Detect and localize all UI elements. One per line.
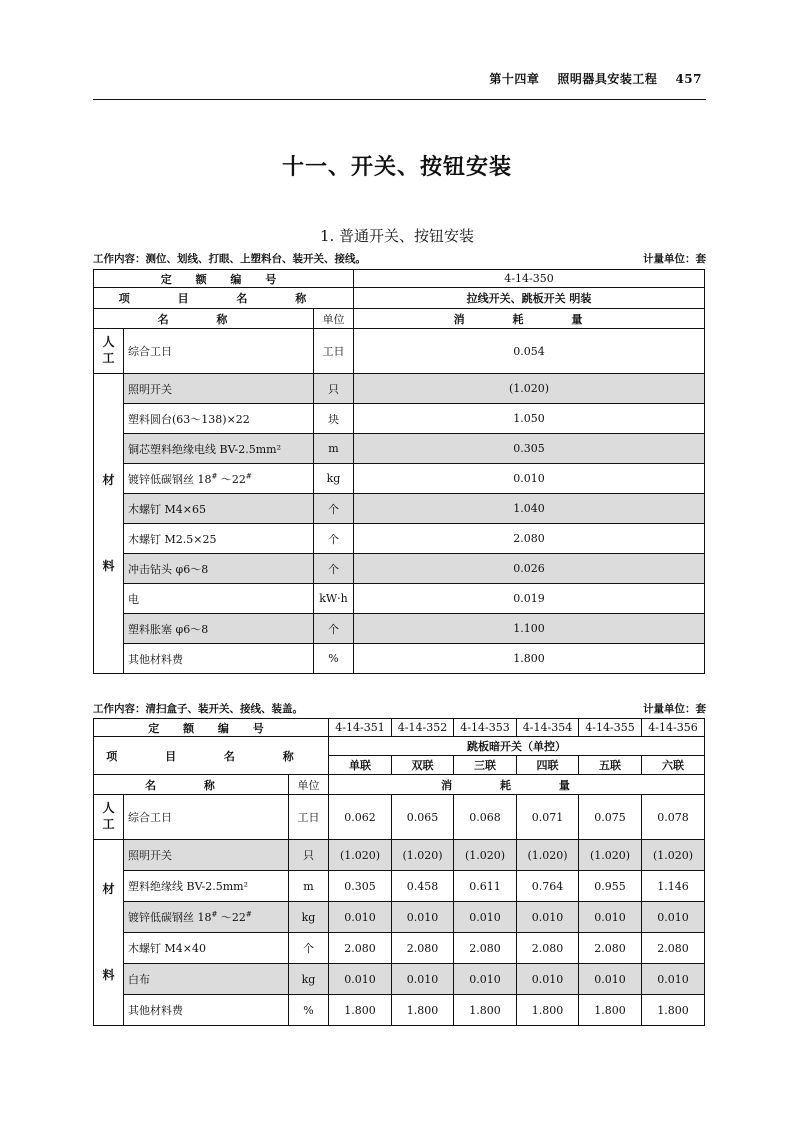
row-value: 2.080 xyxy=(579,933,642,964)
table2-quota-no: 4-14-352 xyxy=(392,719,454,737)
table1-unit: 计量单位：套 xyxy=(643,253,706,265)
table1 xyxy=(93,269,705,674)
row-value: 0.010 xyxy=(454,964,517,995)
table2-quota-no: 4-14-356 xyxy=(642,719,705,737)
table-row xyxy=(94,554,705,584)
row-value: 0.078 xyxy=(642,795,705,840)
table2-material_group-label: 材 料 xyxy=(94,840,124,1026)
row-name: 综合工日 xyxy=(124,329,314,374)
row-value: (1.020) xyxy=(517,840,579,871)
row-value: 1.800 xyxy=(517,995,579,1026)
row-value: 1.040 xyxy=(354,494,705,524)
row-value: 0.075 xyxy=(579,795,642,840)
row-value: 2.080 xyxy=(329,933,392,964)
row-name: 综合工日 xyxy=(124,795,289,840)
row-value: 0.010 xyxy=(579,964,642,995)
row-unit: 个 xyxy=(314,614,354,644)
row-unit: 个 xyxy=(314,524,354,554)
table-row xyxy=(94,614,705,644)
row-unit: kW·h xyxy=(314,584,354,614)
table1-quota-no: 4-14-350 xyxy=(354,270,705,288)
row-value: 2.080 xyxy=(642,933,705,964)
table2-quota-no: 4-14-354 xyxy=(517,719,579,737)
row-name: 木螺钉 M4×65 xyxy=(124,494,314,524)
row-value: 0.305 xyxy=(354,434,705,464)
row-value: 0.054 xyxy=(354,329,705,374)
row-unit: 个 xyxy=(289,933,329,964)
row-value: 0.062 xyxy=(329,795,392,840)
row-value: (1.020) xyxy=(329,840,392,871)
row-value: 2.080 xyxy=(454,933,517,964)
row-name: 塑料绝缘线 BV-2.5mm² xyxy=(124,871,289,902)
row-value: 0.955 xyxy=(579,871,642,902)
row-value: 0.026 xyxy=(354,554,705,584)
row-value: 1.800 xyxy=(392,995,454,1026)
table1-item-name: 拉线开关、跳板开关 明装 xyxy=(354,288,705,309)
row-value: 0.010 xyxy=(579,902,642,933)
table-row xyxy=(94,902,705,933)
table2-item-sub: 双联 xyxy=(392,756,454,775)
row-name: 冲击钻头 φ6～8 xyxy=(124,554,314,584)
row-unit: 只 xyxy=(289,840,329,871)
row-value: 0.010 xyxy=(354,464,705,494)
table1-meta xyxy=(93,251,706,267)
row-name: 照明开关 xyxy=(124,840,289,871)
table2-work-content: 工作内容：清扫盒子、装开关、接线、装盖。 xyxy=(93,703,303,715)
table-row xyxy=(94,404,705,434)
row-value: 1.800 xyxy=(642,995,705,1026)
table1-material_group-label: 材 料 xyxy=(94,374,124,674)
row-name: 铜芯塑料绝缘电线 BV-2.5mm² xyxy=(124,434,314,464)
section-title: 1. 普通开关、按钮安装 xyxy=(319,227,475,245)
row-value: 0.010 xyxy=(517,964,579,995)
table-row xyxy=(94,995,705,1026)
table2-item-sub: 四联 xyxy=(517,756,579,775)
row-value: 2.080 xyxy=(517,933,579,964)
running-header xyxy=(489,70,702,87)
table2-meta xyxy=(93,701,706,717)
table-row xyxy=(94,524,705,554)
row-name: 白布 xyxy=(124,964,289,995)
row-value: 0.065 xyxy=(392,795,454,840)
table2-col-consumption: 消 耗 量 xyxy=(329,775,705,795)
table-row xyxy=(94,434,705,464)
row-value: 2.080 xyxy=(354,524,705,554)
table-row xyxy=(94,933,705,964)
row-value: 0.305 xyxy=(329,871,392,902)
row-unit: 工日 xyxy=(289,795,329,840)
table-row xyxy=(94,964,705,995)
row-unit: % xyxy=(289,995,329,1026)
running-header-chapter: 第十四章 xyxy=(489,72,540,86)
row-name: 木螺钉 M4×40 xyxy=(124,933,289,964)
row-name: 照明开关 xyxy=(124,374,314,404)
table2-labor_group-label: 人 工 xyxy=(94,795,124,840)
row-value: 1.800 xyxy=(354,644,705,674)
row-value: 0.010 xyxy=(642,964,705,995)
table1-labor_group-label: 人 工 xyxy=(94,329,124,374)
row-value: (1.020) xyxy=(392,840,454,871)
row-name: 其他材料费 xyxy=(124,995,289,1026)
table-row xyxy=(94,584,705,614)
row-value: 0.010 xyxy=(517,902,579,933)
row-unit: m xyxy=(289,871,329,902)
row-name: 镀锌低碳钢丝 18# ～22# xyxy=(124,464,314,494)
table2-quota-no: 4-14-355 xyxy=(579,719,642,737)
row-unit: 个 xyxy=(314,494,354,524)
table1-col-consumption: 消 耗 量 xyxy=(354,309,705,329)
row-value: 0.010 xyxy=(642,902,705,933)
row-unit: kg xyxy=(289,902,329,933)
row-unit: 块 xyxy=(314,404,354,434)
row-value: 2.080 xyxy=(392,933,454,964)
table-row xyxy=(94,840,705,871)
table2-quota-no-label: 定 额 编 号 xyxy=(94,719,329,737)
page-number: 457 xyxy=(675,72,702,86)
table-row xyxy=(94,795,705,840)
row-name: 电 xyxy=(124,584,314,614)
row-value: (1.020) xyxy=(354,374,705,404)
row-name: 木螺钉 M2.5×25 xyxy=(124,524,314,554)
row-unit: m xyxy=(314,434,354,464)
row-value: 1.050 xyxy=(354,404,705,434)
row-value: 0.010 xyxy=(454,902,517,933)
chapter-title: 十一、开关、按钮安装 xyxy=(281,154,512,180)
row-value: (1.020) xyxy=(642,840,705,871)
table-row xyxy=(94,464,705,494)
row-value: 1.800 xyxy=(579,995,642,1026)
row-unit: 工日 xyxy=(314,329,354,374)
row-value: 0.068 xyxy=(454,795,517,840)
table-row xyxy=(94,329,705,374)
table1-work-content: 工作内容：测位、划线、打眼、上塑料台、装开关、接线。 xyxy=(93,253,366,265)
table2-col-unit: 单位 xyxy=(289,775,329,795)
table2-item-sub: 单联 xyxy=(329,756,392,775)
row-name: 其他材料费 xyxy=(124,644,314,674)
row-value: (1.020) xyxy=(579,840,642,871)
row-value: 1.800 xyxy=(329,995,392,1026)
row-unit: kg xyxy=(314,464,354,494)
table2-quota-no: 4-14-353 xyxy=(454,719,517,737)
row-name: 塑料圆台(63～138)×22 xyxy=(124,404,314,434)
row-value: 0.764 xyxy=(517,871,579,902)
table2-quota-no: 4-14-351 xyxy=(329,719,392,737)
row-name: 塑料胀塞 φ6～8 xyxy=(124,614,314,644)
row-value: (1.020) xyxy=(454,840,517,871)
table2-item-sub: 三联 xyxy=(454,756,517,775)
row-value: 1.146 xyxy=(642,871,705,902)
table-row xyxy=(94,871,705,902)
row-value: 0.019 xyxy=(354,584,705,614)
table2-item-name-label: 项 目 名 称 xyxy=(94,737,329,775)
table-row xyxy=(94,644,705,674)
row-unit: 个 xyxy=(314,554,354,584)
table2-unit: 计量单位：套 xyxy=(643,703,706,715)
row-value: 0.458 xyxy=(392,871,454,902)
row-value: 0.010 xyxy=(329,902,392,933)
running-header-title: 照明器具安装工程 xyxy=(557,72,658,86)
table-row xyxy=(94,374,705,404)
row-value: 1.800 xyxy=(454,995,517,1026)
table-row xyxy=(94,494,705,524)
row-unit: 只 xyxy=(314,374,354,404)
table2-item-sub: 六联 xyxy=(642,756,705,775)
table2-item-sub: 五联 xyxy=(579,756,642,775)
row-value: 0.010 xyxy=(329,964,392,995)
table2-col-name: 名 称 xyxy=(94,775,289,795)
row-unit: % xyxy=(314,644,354,674)
table1-col-unit: 单位 xyxy=(314,309,354,329)
row-value: 0.010 xyxy=(392,964,454,995)
row-unit: kg xyxy=(289,964,329,995)
row-value: 0.611 xyxy=(454,871,517,902)
table1-quota-no-label: 定 额 编 号 xyxy=(94,270,354,288)
table1-item-name-label: 项 目 名 称 xyxy=(94,288,354,309)
row-value: 0.010 xyxy=(392,902,454,933)
table2 xyxy=(93,718,705,1026)
table2-item-group: 跳板暗开关（单控） xyxy=(329,737,705,756)
table1-col-name: 名 称 xyxy=(94,309,314,329)
header-rule xyxy=(93,99,706,100)
row-name: 镀锌低碳钢丝 18# ～22# xyxy=(124,902,289,933)
row-value: 0.071 xyxy=(517,795,579,840)
row-value: 1.100 xyxy=(354,614,705,644)
